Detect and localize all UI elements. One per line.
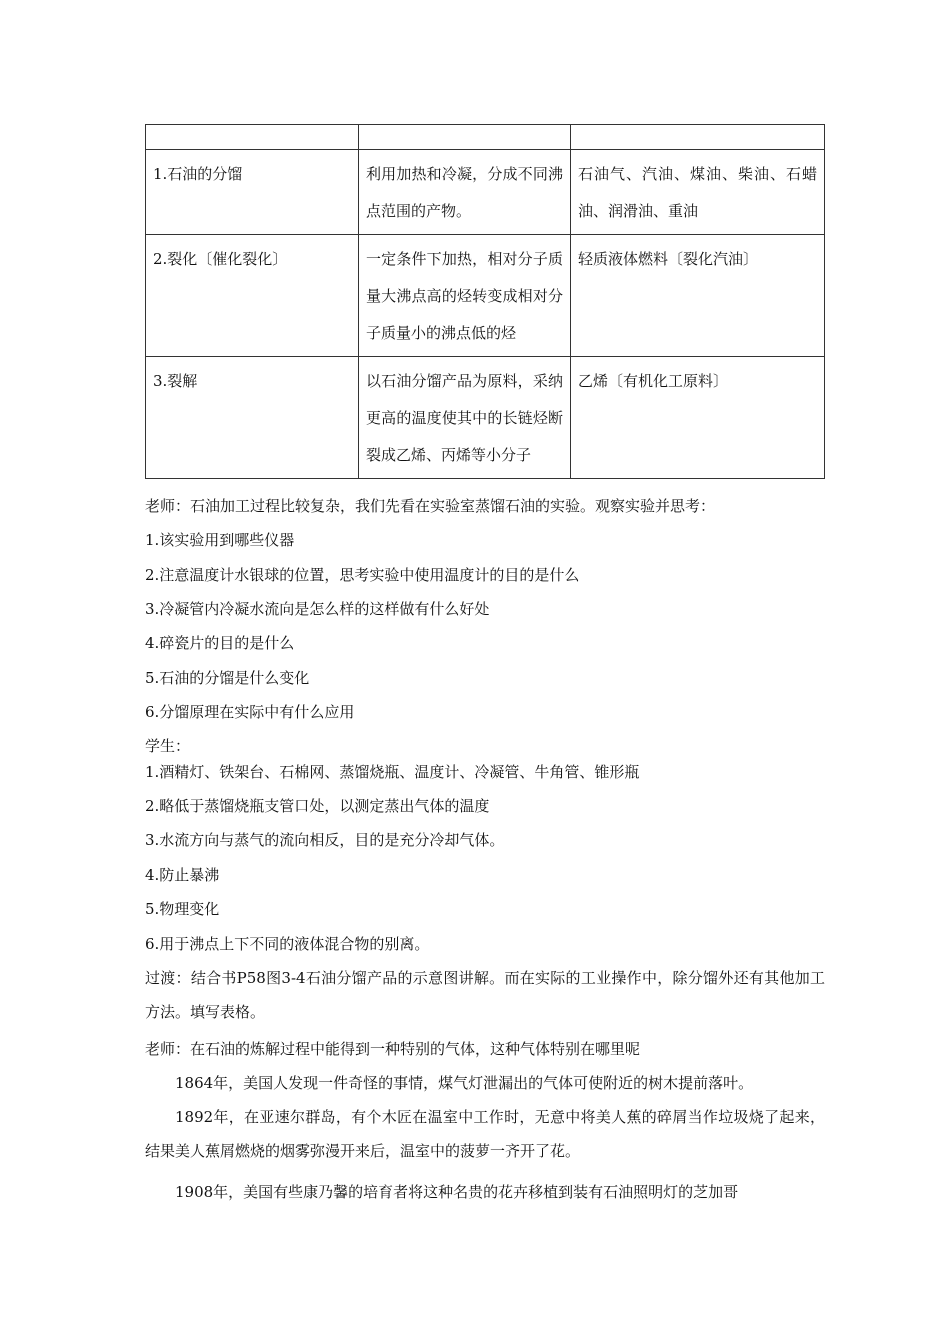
paragraph-1864: 1864年，美国人发现一件奇怪的事情，煤气灯泄漏出的气体可使附近的树木提前落叶。 xyxy=(175,1074,754,1092)
table-cell-product: 轻质液体燃料〔裂化汽油〕 xyxy=(571,235,825,357)
question-2: 2.注意温度计水银球的位置，思考实验中使用温度计的目的是什么 xyxy=(145,566,580,584)
answer-3: 3.水流方向与蒸气的流向相反，目的是充分冷却气体。 xyxy=(145,831,505,849)
table-header-cell xyxy=(571,125,825,150)
table-cell-principle: 利用加热和冷凝，分成不同沸点范围的产物。 xyxy=(359,150,571,235)
table-cell-principle: 以石油分馏产品为原料，采纳更高的温度使其中的长链烃断裂成乙烯、丙烯等小分子 xyxy=(359,357,571,479)
transition-paragraph: 过渡：结合书P58图3-4石油分馏产品的示意图讲解。而在实际的工业操作中，除分馏外还有其他加工方法。填写表格。 xyxy=(145,969,825,1021)
table-cell-method: 1.石油的分馏 xyxy=(146,150,359,235)
table-row xyxy=(146,150,825,235)
table-cell-method: 2.裂化〔催化裂化〕 xyxy=(146,235,359,357)
question-1: 1.该实验用到哪些仪器 xyxy=(145,531,295,549)
question-4: 4.碎瓷片的目的是什么 xyxy=(145,634,295,652)
table-header-cell xyxy=(359,125,571,150)
table-cell-method: 3.裂解 xyxy=(146,357,359,479)
answer-5: 5.物理变化 xyxy=(145,900,220,918)
teacher-intro-line: 老师：石油加工过程比较复杂，我们先看在实验室蒸馏石油的实验。观察实验并思考： xyxy=(145,497,716,515)
table-cell-product: 石油气、汽油、煤油、柴油、石蜡油、润滑油、重油 xyxy=(571,150,825,235)
petroleum-processing-table xyxy=(145,124,825,479)
question-6: 6.分馏原理在实际中有什么应用 xyxy=(145,703,355,721)
teacher-question-line: 老师：在石油的炼解过程中能得到一种特别的气体，这种气体特别在哪里呢 xyxy=(145,1040,641,1058)
paragraph-1892: 1892年，在亚速尔群岛，有个木匠在温室中工作时，无意中将美人蕉的碎屑当作垃圾烧了起来，结果美人蕉屑燃烧的烟雾弥漫开来后，温室中的菠萝一齐开了花。 xyxy=(145,1108,825,1160)
answer-1: 1.酒精灯、铁架台、石棉网、蒸馏烧瓶、温度计、冷凝管、牛角管、锥形瓶 xyxy=(145,763,640,781)
paragraph-1908: 1908年，美国有些康乃馨的培育者将这种名贵的花卉移植到装有石油照明灯的芝加哥 xyxy=(175,1183,739,1201)
table-cell-product: 乙烯〔有机化工原料〕 xyxy=(571,357,825,479)
answer-2: 2.略低于蒸馏烧瓶支管口处，以测定蒸出气体的温度 xyxy=(145,797,490,815)
table-row xyxy=(146,357,825,479)
table-row xyxy=(146,235,825,357)
answer-4: 4.防止暴沸 xyxy=(145,866,220,884)
table-header-cell xyxy=(146,125,359,150)
table-cell-principle: 一定条件下加热，相对分子质量大沸点高的烃转变成相对分子质量小的沸点低的烃 xyxy=(359,235,571,357)
question-5: 5.石油的分馏是什么变化 xyxy=(145,669,310,687)
table-header-row xyxy=(146,125,825,150)
student-label: 学生： xyxy=(145,737,191,755)
answer-6: 6.用于沸点上下不同的液体混合物的别离。 xyxy=(145,935,430,953)
question-3: 3.冷凝管内冷凝水流向是怎么样的这样做有什么好处 xyxy=(145,600,490,618)
